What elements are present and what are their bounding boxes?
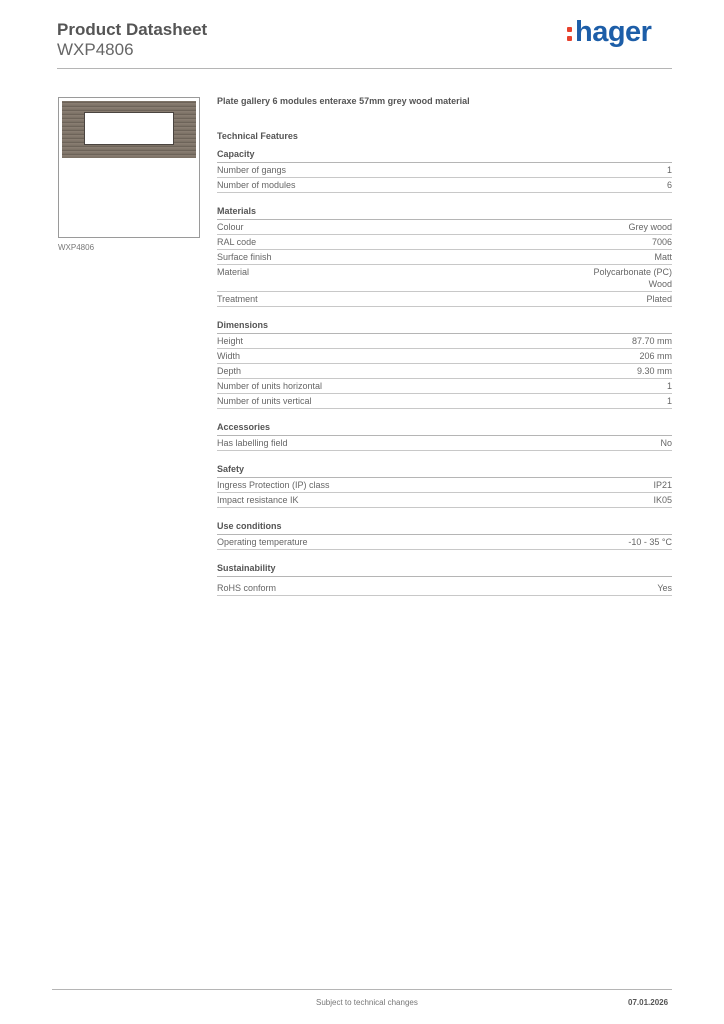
section-heading: Capacity — [217, 148, 672, 163]
spec-value-line: Plated — [646, 294, 672, 304]
spec-row — [217, 163, 672, 178]
spec-label: RoHS conform — [217, 583, 277, 593]
product-image — [58, 97, 200, 238]
page-title: Product Datasheet — [57, 20, 208, 39]
header-divider — [57, 68, 672, 69]
section-heading: Use conditions — [217, 520, 672, 535]
spec-label: Impact resistance IK — [217, 495, 299, 505]
section-dimensions — [217, 319, 672, 409]
spec-label: Colour — [217, 222, 244, 232]
wood-plate-image — [62, 101, 196, 158]
footer-note: Subject to technical changes — [316, 998, 418, 1007]
spec-label: Material — [217, 267, 250, 277]
spec-value-line: -10 - 35 °C — [628, 537, 672, 547]
spec-value-line: Wood — [648, 279, 672, 289]
spec-row — [217, 436, 672, 451]
section-safety — [217, 463, 672, 508]
spec-value — [652, 236, 672, 248]
section-sustainability — [217, 562, 672, 596]
spec-value-line: Matt — [654, 252, 672, 262]
spec-row — [217, 379, 672, 394]
spec-label: Number of gangs — [217, 165, 287, 175]
footer-divider — [52, 989, 672, 990]
spec-value-line: Polycarbonate (PC) — [593, 267, 672, 277]
spec-row — [217, 394, 672, 409]
spec-row — [217, 265, 672, 292]
spec-value-line: 1 — [666, 396, 672, 406]
spec-value — [628, 536, 672, 548]
spec-label: Has labelling field — [217, 438, 288, 448]
spec-value — [667, 179, 672, 191]
spec-label: RAL code — [217, 237, 257, 247]
spec-label: Number of units horizontal — [217, 381, 323, 391]
spec-label: Ingress Protection (IP) class — [217, 480, 330, 490]
spec-value-line: 6 — [666, 180, 672, 190]
spec-value-line: 87.70 mm — [631, 336, 672, 346]
spec-row — [217, 334, 672, 349]
image-caption: WXP4806 — [58, 243, 95, 252]
spec-row — [217, 478, 672, 493]
product-code: WXP4806 — [57, 40, 134, 59]
spec-label: Treatment — [217, 294, 258, 304]
spec-value — [660, 437, 672, 449]
product-description: Plate gallery 6 modules enteraxe 57mm grey wood material — [217, 96, 470, 106]
spec-row — [217, 250, 672, 265]
spec-value — [628, 221, 672, 233]
spec-row — [217, 581, 672, 596]
spec-label: Operating temperature — [217, 537, 308, 547]
section-heading: Sustainability — [217, 562, 672, 577]
spec-label: Width — [217, 351, 241, 361]
spec-value — [667, 395, 672, 407]
footer-date: 07.01.2026 — [628, 998, 669, 1007]
spec-label: Number of modules — [217, 180, 296, 190]
spec-value — [632, 335, 672, 347]
header — [57, 20, 207, 60]
spec-value — [667, 380, 672, 392]
hager-logo — [567, 15, 651, 49]
product-details — [217, 92, 672, 596]
spec-value-line: 206 mm — [639, 351, 672, 361]
spec-row — [217, 349, 672, 364]
section-use-conditions — [217, 520, 672, 550]
logo-text: hager — [575, 16, 652, 48]
spec-value-line: Yes — [657, 583, 672, 593]
spec-value-line: 1 — [666, 381, 672, 391]
spec-value — [639, 350, 672, 362]
spec-value — [653, 494, 672, 506]
spec-value-line: IK05 — [653, 495, 672, 505]
spec-value-line: 1 — [666, 165, 672, 175]
spec-label: Height — [217, 336, 244, 346]
section-heading: Accessories — [217, 421, 672, 436]
spec-value — [646, 293, 672, 305]
spec-label: Number of units vertical — [217, 396, 312, 406]
spec-value — [657, 582, 672, 594]
feature-sections — [217, 148, 672, 596]
spec-value — [593, 266, 672, 290]
spec-row — [217, 178, 672, 193]
spec-row — [217, 235, 672, 250]
spec-value-line: 9.30 mm — [636, 366, 672, 376]
spec-value-line: No — [660, 438, 672, 448]
spec-row — [217, 535, 672, 550]
logo-dots-icon — [567, 23, 572, 43]
section-heading: Dimensions — [217, 319, 672, 334]
spec-value — [637, 365, 672, 377]
spec-row — [217, 493, 672, 508]
spec-value-line: 7006 — [651, 237, 672, 247]
section-materials — [217, 205, 672, 307]
spec-value — [653, 479, 672, 491]
spec-label: Surface finish — [217, 252, 272, 262]
spec-value — [654, 251, 672, 263]
spec-row — [217, 292, 672, 307]
plate-opening — [84, 112, 174, 145]
section-heading: Safety — [217, 463, 672, 478]
spec-row — [217, 220, 672, 235]
spec-value — [667, 164, 672, 176]
technical-features-heading: Technical Features — [217, 131, 298, 141]
section-capacity — [217, 148, 672, 193]
spec-value-line: IP21 — [653, 480, 672, 490]
section-heading: Materials — [217, 205, 672, 220]
section-accessories — [217, 421, 672, 451]
spec-label: Depth — [217, 366, 242, 376]
spec-row — [217, 364, 672, 379]
spec-value-line: Grey wood — [628, 222, 672, 232]
